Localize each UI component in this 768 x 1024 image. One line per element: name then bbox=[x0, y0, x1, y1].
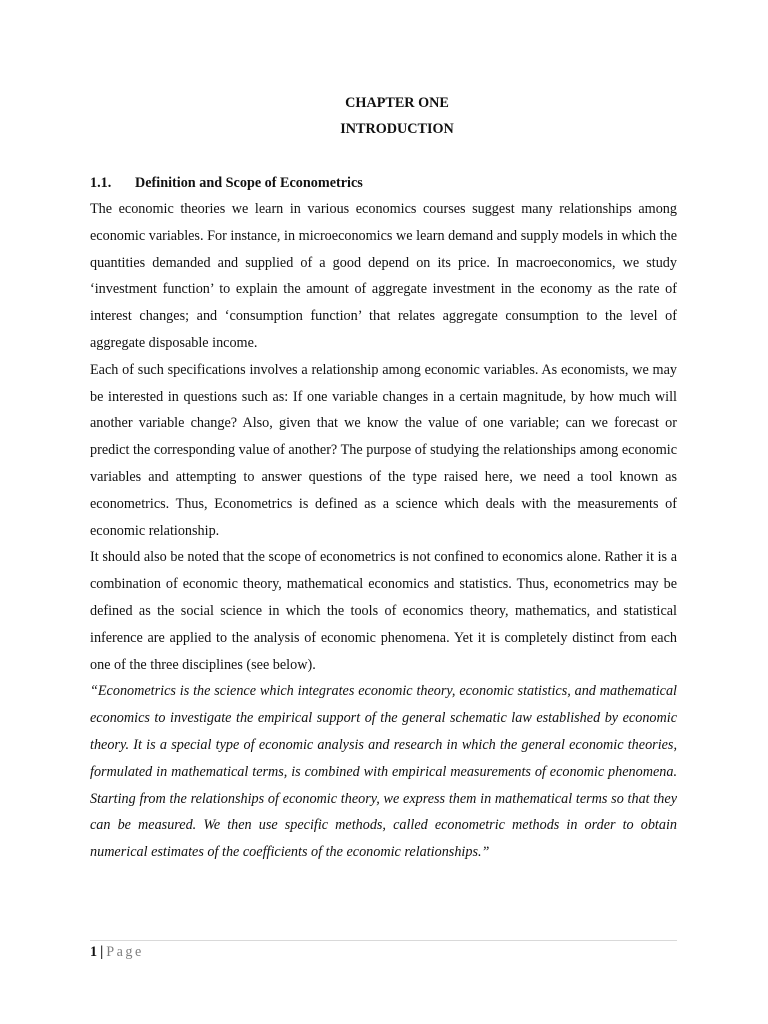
page-footer bbox=[90, 940, 677, 961]
section-heading bbox=[90, 170, 680, 196]
definition-quote: “Econometrics is the science which integrates economic theory, economic statistics, and mathematical economics to investigate the empirical support of the general schematic law established by economic theory. It is a special type of economic analysis and research in which the general economic theories, formulated in mathematical terms, is combined with empirical measurements of economic phenomena. Starting from the relationships of economic theory, we express them in mathematical terms so that they can be measured. We then use specific methods, called econometric methods in order to obtain numerical estimates of the coefficients of the economic relationships.” bbox=[90, 683, 677, 861]
page-separator: | bbox=[100, 944, 104, 960]
body-text bbox=[90, 196, 677, 866]
paragraph: Each of such specifications involves a relationship among economic variables. As economists, we may be interested in questions such as: If one variable changes in a certain magnitude, by how much will another variable change? Also, given that we know the value of one variable; can we forecast or predict the corresponding value of another? The purpose of studying the relationships among economic variables and attempting to answer questions of the type raised here, we need a tool known as econometrics. Thus, Econometrics is defined as a science which deals with the measurements of economic relationship. bbox=[90, 361, 677, 539]
chapter-heading bbox=[90, 90, 704, 142]
chapter-label: CHAPTER ONE bbox=[345, 95, 449, 111]
paragraph: It should also be noted that the scope of econometrics is not confined to economics alone. Rather it is a combination of economic theory, mathematical economics and statistics. Thus, econometrics may be defined as the social science in which the tools of economics theory, mathematics, and statistical inference are applied to the analysis of economic phenomena. Yet it is completely distinct from each one of the three disciplines (see below). bbox=[90, 549, 677, 673]
paragraph: The economic theories we learn in various economics courses suggest many relationships among economic variables. For instance, in microeconomics we learn demand and supply models in which the quantities demanded and supplied of a good depend on its price. In macroeconomics, we study ‘investment function’ to explain the amount of aggregate investment in the economy as the rate of interest changes; and ‘consumption function’ that relates aggregate consumption to the level of aggregate disposable income. bbox=[90, 201, 677, 351]
page-word: Page bbox=[106, 944, 144, 960]
page-number: 1 bbox=[90, 944, 98, 960]
chapter-title: INTRODUCTION bbox=[340, 121, 454, 137]
section-title: Definition and Scope of Econometrics bbox=[135, 175, 363, 191]
section-number: 1.1. bbox=[90, 175, 112, 191]
